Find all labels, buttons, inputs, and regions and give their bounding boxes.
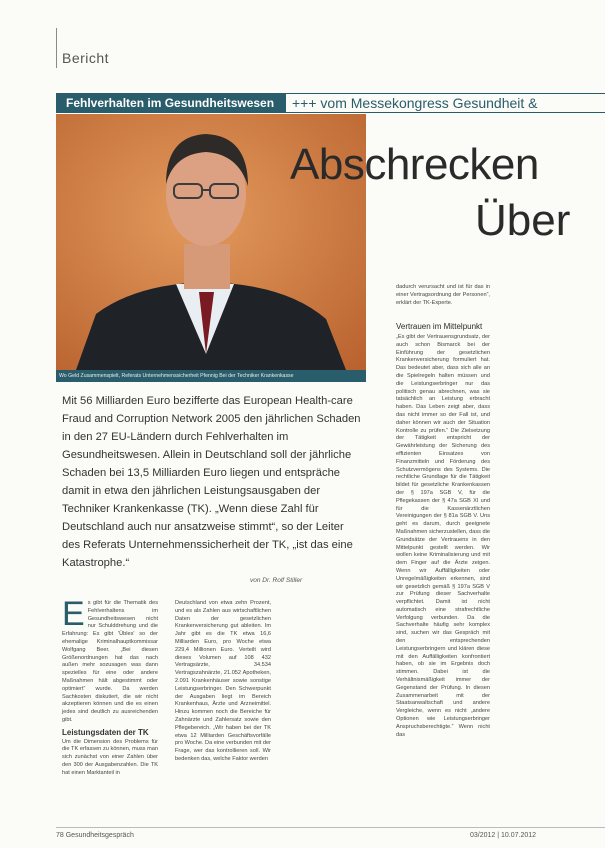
- kicker-suffix: +++ vom Messekongress Gesundheit &: [292, 95, 538, 111]
- body-column-4-top: [396, 284, 490, 307]
- body-column-4: [396, 334, 490, 739]
- kicker-band: [56, 93, 605, 113]
- headline-line-1: Abschrecken: [290, 140, 539, 189]
- body-column-1: [62, 595, 158, 778]
- body-text: Deutschland von etwa zehn Prozent, und es als Zahlen aus wirtschaftlichen Daten der gesetzlichen Krankenversicherung gut ableiten. Im Jahr gibt es die TK etwa 16,6 Milliarden Euro, pro Woche etwa 229,4 Millionen Euro. Verteilt wird dieses Volumen auf 108 432 Vertragsärzte, 34.534 Vertragszahnärzte, 21.052 Apotheken, 2.091 Krankenhäuser sowie sonstige Leistungserbringer. Den Schwerpunkt der Ausgaben liegt im Bereich Krankenhaus, Ärzte und Arzneimittel. Hinzu kommen noch die Bereiche für Zahnärzte und Zahlersatz sowie den Pflegebereich. „Wir haben bei der TK etwa 12 Milliarden Geschäftsvorfälle pro Woche. Da eine verbunden mit der Frage, wer das kontrollieren soll. Wir bedenken das, welche Faktor werden: [175, 600, 271, 762]
- headline-line-2: Über: [475, 196, 571, 245]
- page-footer-left: 78 Gesundheitsgespräch: [56, 832, 134, 839]
- body-text: dadurch verursacht und ist für das in einer Vertragsordnung der Personen“, erklärt der TK-Experte.: [396, 284, 490, 306]
- subheading: Vertrauen im Mittelpunkt: [396, 322, 483, 331]
- body-column-2: [175, 600, 271, 764]
- lead-paragraph: Mit 56 Milliarden Euro bezifferte das European Health-care Fraud and Corruption Network 2005 den jährlichen Schaden in den 27 EU-Ländern durch Fehlverhalten im Gesundheitswesen. Allein in Deutschland soll der jährliche Schaden bei 13,5 Milliarden Euro liegen und entspräche damit in etwa den jährlichen Leistungsausgaben der Techniker Krankenkasse (TK). „Wenn diese Zahl für Deutschland auch nur ansatzweise stimmt“, so der Leiter des Referats Unternehmenssicherheit der TK, „ist das eine Katastrophe.“: [62, 395, 361, 569]
- photo-caption: Wo Geld Zusammenspielt, Referats Unternehmenssicherheit Pfennig Bei der Techniker Krankenkasse: [56, 370, 366, 382]
- page-footer-right: 03/2012 | 10.07.2012: [470, 832, 537, 839]
- kicker-suffix-box: [286, 94, 605, 112]
- body-text: s gibt für die Thematik des Fehlverhaltens im Gesundheitswesen nicht nur Schulddrehung und die Erfahrung: Es gibt 'Übles' so der ehemalige Kriminalhauptkommissar Wolfgang Beer. „Bei diesen Größenordnungen hat das nach außen mehr sozusagen was dann spezielles für eine oder andere Maßnahmen hält abgestimmt oder optimiert“ wurde. Da werden Sachkosten diskutiert, die wir nicht akzeptieren können und die es einen jedes sind deutlich zu ausreichenden gibt.: [62, 600, 158, 723]
- footer-divider: [56, 827, 605, 828]
- section-label: Bericht: [62, 50, 110, 66]
- body-text: Um die Dimension des Problems für die TK erfassen zu können, muss man sich zunächst von einer Zahlen über den 300 der Ausgabenzahlen. Die TK hat einen Marktanteil in: [62, 738, 158, 776]
- body-text: „Es gibt der Vertrauensgrundsatz, der auch schon Bismarck bei der Einführung der gesetzlichen Krankenversicherung formuliert hat. Das bedeutet aber, dass sich alle an die Spielregeln halten müssen und die Leistungserbringer nur das politisch genau abrechnen, was sie tatsächlich an Leistung erbracht haben. Das Leben zeigt aber, dass das nicht immer so der Fall ist, und daher können wir auch der Situation Kontrolle zu prüfen.“ Die Zielsetzung der Tätigkeit entspricht der Gewährleistung der Sicherung des effizienten Einsatzes von Finanzmitteln und Förderung des Schutzvermögens des Systems. Die rechtliche Grundlage für die Tätigkeit bildet für gesetzliche Krankenkassen der § 197a SGB V, für die Pflegekassen der § 47a SGB XI und für die Kassenärztlichen Vereinigungen der § 81a SGB V. Uns geht es darum, durch geeignete Maßnahmen sicherzustellen, dass die Grundsätze der Vertrauens in den Mittelpunkt gestellt werden. Wir wollen keine Kriminalisierung und mit dem Finger auf die Ärzte zeigen. Wenn wir Auffälligkeiten oder Unregelmäßigkeiten erkennen, sind wir gesetzlich gemäß § 197a SGB V zur Prüfung dieser Sachverhalte verpflichtet. Damit ist nicht automatisch eine strafrechtliche Verfolgung verbunden. Da die Sachverhalte häufig sehr komplex sind, suchen wir das Gespräch mit den entsprechenden Leistungserbringern und klären diese mit den Auffälligkeiten konfrontiert haben, ob sie im Ergebnis doch stimmen. Dabei ist die Verhältnismäßigkeit immer der Gegenstand der Prüfung. In diesen Zusammenarbeit mit der Staatsanwaltschaft und andere Vergleiche, wenn es nicht „andere Optionen wie Leistungserbringer Anspruchsberechtigte.“ Wenn nicht das: [396, 334, 490, 738]
- drop-cap: E: [62, 595, 85, 633]
- author-byline: von Dr. Rolf Stiller: [250, 577, 303, 584]
- kicker-text: Fehlverhalten im Gesundheitswesen: [66, 96, 275, 110]
- subheading: Leistungsdaten der TK: [62, 727, 149, 737]
- section-divider: [56, 28, 57, 68]
